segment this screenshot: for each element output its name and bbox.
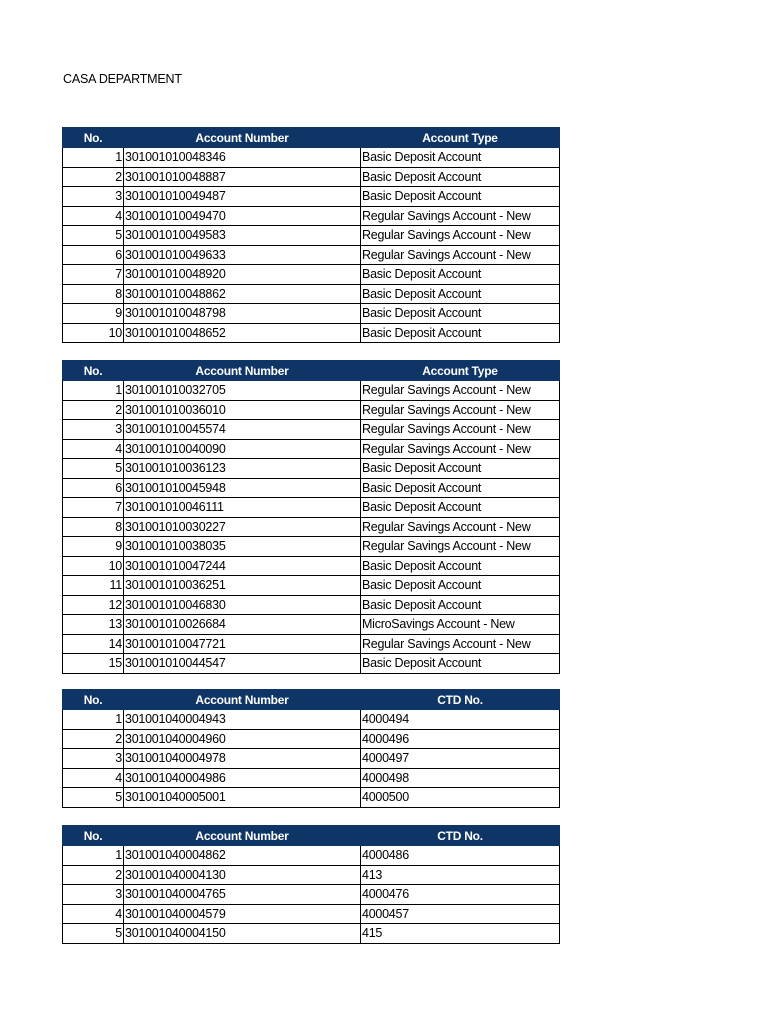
row-number-cell: 10: [63, 323, 124, 343]
account-number-cell: 301001010048346: [124, 148, 361, 168]
account-type-or-ctd-cell: Basic Deposit Account: [361, 265, 560, 285]
row-number-cell: 3: [63, 187, 124, 207]
table-row: [63, 595, 560, 615]
account-type-or-ctd-cell: MicroSavings Account - New: [361, 615, 560, 635]
header-no: No.: [63, 690, 124, 710]
row-number-cell: 13: [63, 615, 124, 635]
account-number-cell: 301001010030227: [124, 517, 361, 537]
row-number-cell: 4: [63, 206, 124, 226]
account-type-or-ctd-cell: Basic Deposit Account: [361, 498, 560, 518]
accounts-table-2: [62, 360, 560, 674]
row-number-cell: 5: [63, 788, 124, 808]
account-number-cell: 301001040004862: [124, 846, 361, 866]
account-number-cell: 301001010046830: [124, 595, 361, 615]
row-number-cell: 8: [63, 284, 124, 304]
account-number-cell: 301001040004943: [124, 710, 361, 730]
account-number-cell: 301001010047721: [124, 634, 361, 654]
account-type-or-ctd-cell: Basic Deposit Account: [361, 323, 560, 343]
account-number-cell: 301001010045948: [124, 478, 361, 498]
account-type-or-ctd-cell: Basic Deposit Account: [361, 148, 560, 168]
account-number-cell: 301001010048920: [124, 265, 361, 285]
header-account-type: Account Type: [361, 128, 560, 148]
accounts-table-1: [62, 127, 560, 343]
account-number-cell: 301001010048798: [124, 304, 361, 324]
account-type-or-ctd-cell: 415: [361, 924, 560, 944]
account-number-cell: 301001010048652: [124, 323, 361, 343]
account-number-cell: 301001010048887: [124, 167, 361, 187]
table-row: [63, 167, 560, 187]
account-number-cell: 301001010036010: [124, 400, 361, 420]
table-row: [63, 459, 560, 479]
ctd-table-2: [62, 825, 560, 944]
row-number-cell: 9: [63, 304, 124, 324]
account-number-cell: 301001040004960: [124, 729, 361, 749]
table-header-row: [63, 826, 560, 846]
page-title: CASA DEPARTMENT: [63, 72, 182, 86]
row-number-cell: 7: [63, 265, 124, 285]
table-row: [63, 710, 560, 730]
account-type-or-ctd-cell: 4000476: [361, 885, 560, 905]
account-number-cell: 301001040004765: [124, 885, 361, 905]
ctd-table-1: [62, 689, 560, 808]
table-header-row: [63, 690, 560, 710]
row-number-cell: 11: [63, 576, 124, 596]
row-number-cell: 8: [63, 517, 124, 537]
account-type-or-ctd-cell: Regular Savings Account - New: [361, 226, 560, 246]
table-row: [63, 323, 560, 343]
table-row: [63, 420, 560, 440]
row-number-cell: 1: [63, 710, 124, 730]
table-row: [63, 400, 560, 420]
row-number-cell: 14: [63, 634, 124, 654]
account-number-cell: 301001010032705: [124, 381, 361, 401]
table-row: [63, 187, 560, 207]
account-number-cell: 301001040004150: [124, 924, 361, 944]
account-type-or-ctd-cell: 4000494: [361, 710, 560, 730]
row-number-cell: 1: [63, 381, 124, 401]
account-type-or-ctd-cell: 413: [361, 865, 560, 885]
account-type-or-ctd-cell: Basic Deposit Account: [361, 187, 560, 207]
table-row: [63, 615, 560, 635]
account-number-cell: 301001010049470: [124, 206, 361, 226]
row-number-cell: 5: [63, 226, 124, 246]
table-row: [63, 729, 560, 749]
account-number-cell: 301001010047244: [124, 556, 361, 576]
account-type-or-ctd-cell: 4000486: [361, 846, 560, 866]
account-type-or-ctd-cell: Regular Savings Account - New: [361, 634, 560, 654]
account-type-or-ctd-cell: 4000457: [361, 904, 560, 924]
table-row: [63, 206, 560, 226]
table-row: [63, 381, 560, 401]
row-number-cell: 15: [63, 654, 124, 674]
header-account-number: Account Number: [124, 690, 361, 710]
header-ctd-no: CTD No.: [361, 826, 560, 846]
row-number-cell: 3: [63, 420, 124, 440]
account-number-cell: 301001010038035: [124, 537, 361, 557]
account-type-or-ctd-cell: Regular Savings Account - New: [361, 537, 560, 557]
table-row: [63, 634, 560, 654]
row-number-cell: 3: [63, 885, 124, 905]
account-type-or-ctd-cell: 4000496: [361, 729, 560, 749]
table-row: [63, 865, 560, 885]
table-row: [63, 537, 560, 557]
table-row: [63, 654, 560, 674]
account-number-cell: 301001040004978: [124, 749, 361, 769]
table-row: [63, 749, 560, 769]
table-row: [63, 556, 560, 576]
row-number-cell: 2: [63, 729, 124, 749]
account-number-cell: 301001010046111: [124, 498, 361, 518]
table-header-row: [63, 361, 560, 381]
table-row: [63, 576, 560, 596]
table-row: [63, 846, 560, 866]
account-number-cell: 301001040004986: [124, 768, 361, 788]
account-number-cell: 301001010040090: [124, 439, 361, 459]
row-number-cell: 2: [63, 865, 124, 885]
table-row: [63, 517, 560, 537]
account-number-cell: 301001010049487: [124, 187, 361, 207]
account-number-cell: 301001010026684: [124, 615, 361, 635]
table-row: [63, 226, 560, 246]
table-row: [63, 768, 560, 788]
header-ctd-no: CTD No.: [361, 690, 560, 710]
row-number-cell: 2: [63, 400, 124, 420]
account-type-or-ctd-cell: Regular Savings Account - New: [361, 517, 560, 537]
row-number-cell: 4: [63, 439, 124, 459]
account-type-or-ctd-cell: Basic Deposit Account: [361, 478, 560, 498]
table-row: [63, 265, 560, 285]
header-no: No.: [63, 361, 124, 381]
account-number-cell: 301001010049583: [124, 226, 361, 246]
table-row: [63, 284, 560, 304]
header-no: No.: [63, 826, 124, 846]
table-row: [63, 904, 560, 924]
table-row: [63, 148, 560, 168]
row-number-cell: 12: [63, 595, 124, 615]
table-row: [63, 498, 560, 518]
header-account-type: Account Type: [361, 361, 560, 381]
account-type-or-ctd-cell: Regular Savings Account - New: [361, 400, 560, 420]
account-type-or-ctd-cell: Basic Deposit Account: [361, 556, 560, 576]
row-number-cell: 3: [63, 749, 124, 769]
row-number-cell: 7: [63, 498, 124, 518]
account-type-or-ctd-cell: Regular Savings Account - New: [361, 420, 560, 440]
row-number-cell: 4: [63, 768, 124, 788]
table-row: [63, 478, 560, 498]
account-type-or-ctd-cell: Basic Deposit Account: [361, 576, 560, 596]
row-number-cell: 1: [63, 148, 124, 168]
account-type-or-ctd-cell: Basic Deposit Account: [361, 459, 560, 479]
account-type-or-ctd-cell: Basic Deposit Account: [361, 284, 560, 304]
account-number-cell: 301001010048862: [124, 284, 361, 304]
account-type-or-ctd-cell: Regular Savings Account - New: [361, 206, 560, 226]
row-number-cell: 5: [63, 924, 124, 944]
row-number-cell: 9: [63, 537, 124, 557]
row-number-cell: 1: [63, 846, 124, 866]
row-number-cell: 6: [63, 478, 124, 498]
table-row: [63, 924, 560, 944]
account-type-or-ctd-cell: Regular Savings Account - New: [361, 245, 560, 265]
account-number-cell: 301001040004579: [124, 904, 361, 924]
account-number-cell: 301001010036251: [124, 576, 361, 596]
account-type-or-ctd-cell: Basic Deposit Account: [361, 654, 560, 674]
account-number-cell: 301001010036123: [124, 459, 361, 479]
account-type-or-ctd-cell: 4000500: [361, 788, 560, 808]
table-row: [63, 788, 560, 808]
account-type-or-ctd-cell: 4000497: [361, 749, 560, 769]
account-type-or-ctd-cell: Basic Deposit Account: [361, 595, 560, 615]
account-number-cell: 301001010045574: [124, 420, 361, 440]
account-number-cell: 301001010049633: [124, 245, 361, 265]
table-header-row: [63, 128, 560, 148]
account-type-or-ctd-cell: Basic Deposit Account: [361, 304, 560, 324]
header-account-number: Account Number: [124, 826, 361, 846]
table-row: [63, 245, 560, 265]
row-number-cell: 4: [63, 904, 124, 924]
account-number-cell: 301001040004130: [124, 865, 361, 885]
header-account-number: Account Number: [124, 128, 361, 148]
header-account-number: Account Number: [124, 361, 361, 381]
table-row: [63, 304, 560, 324]
table-row: [63, 439, 560, 459]
table-row: [63, 885, 560, 905]
row-number-cell: 2: [63, 167, 124, 187]
row-number-cell: 5: [63, 459, 124, 479]
account-type-or-ctd-cell: Regular Savings Account - New: [361, 381, 560, 401]
row-number-cell: 10: [63, 556, 124, 576]
account-type-or-ctd-cell: Basic Deposit Account: [361, 167, 560, 187]
header-no: No.: [63, 128, 124, 148]
account-number-cell: 301001040005001: [124, 788, 361, 808]
account-type-or-ctd-cell: 4000498: [361, 768, 560, 788]
row-number-cell: 6: [63, 245, 124, 265]
account-type-or-ctd-cell: Regular Savings Account - New: [361, 439, 560, 459]
account-number-cell: 301001010044547: [124, 654, 361, 674]
